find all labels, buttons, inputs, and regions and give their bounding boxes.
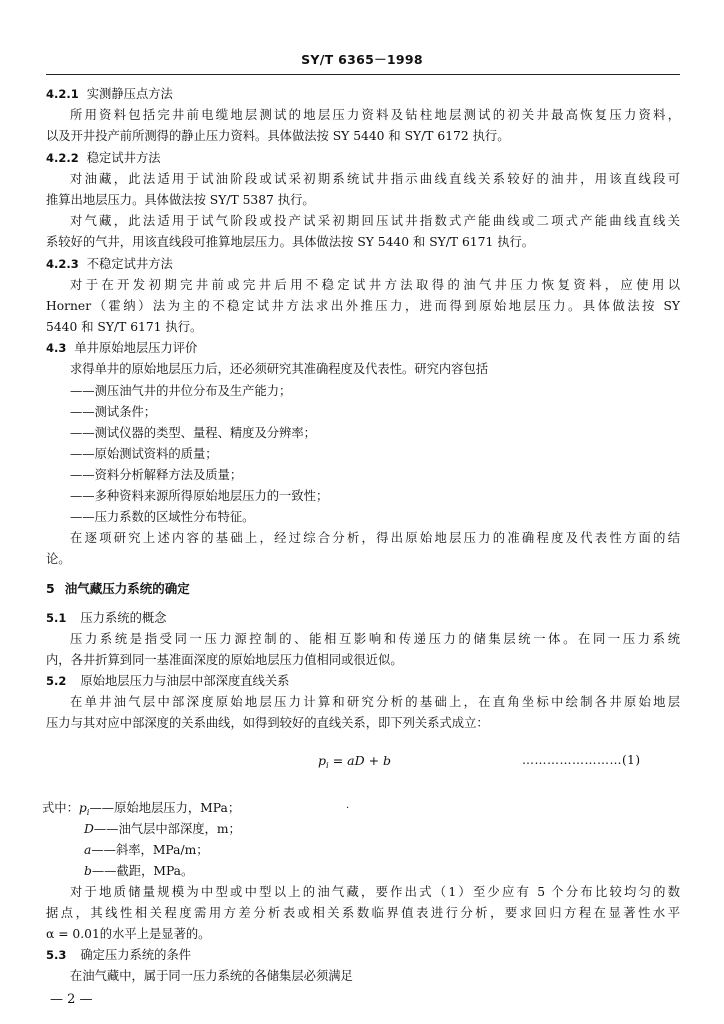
where-row-d — [84, 821, 241, 837]
list-item: ——资料分析解释方法及质量； — [70, 468, 243, 482]
where-row-b — [84, 863, 193, 879]
variable-subscript: i — [86, 808, 90, 818]
paragraph-line: 对于在开发初期完井前或完井后用不稳定试井方法取得的油气井压力恢复资料，应使用以 — [70, 278, 680, 292]
paragraph-line: 据点，其线性相关程度需用方差分析表或相关系数临界值表进行分析，要求回归方程在显著性水平 — [46, 906, 680, 920]
section-number: 5 — [46, 581, 55, 596]
list-item: ——测压油气井的井位分布及生产能力； — [70, 384, 292, 398]
formula-rhs: = aD + b — [328, 753, 392, 768]
section-title: 不稳定试井方法 — [86, 257, 173, 271]
heading-5-3 — [46, 947, 191, 963]
section-number: 4.3 — [46, 341, 67, 355]
list-item: ——原始测试资料的质量； — [70, 447, 218, 461]
section-number: 4.2.2 — [46, 151, 79, 165]
where-row-pi — [42, 800, 240, 821]
list-item: ——压力系数的区域性分布特征。 — [70, 510, 255, 524]
section-title: 油气藏压力系统的确定 — [64, 581, 190, 596]
section-title: 原始地层压力与油层中部深度直线关系 — [80, 674, 290, 688]
heading-5-2 — [46, 673, 289, 689]
heading-4-2-2 — [46, 150, 161, 166]
paragraph-line: 对气藏，此法适用于试气阶段或投产试采初期回压试井指数式产能曲线或二项式产能曲线直线关 — [70, 214, 680, 228]
paragraph-line: Horner（霍纳）法为主的不稳定试井方法求出外推压力，进而得到原始地层压力。具体做法按 SY — [46, 299, 680, 313]
paragraph-line: 求得单井的原始地层压力后，还必须研究其准确程度及代表性。研究内容包括 — [70, 362, 489, 376]
heading-4-3 — [46, 340, 197, 356]
section-title: 稳定试井方法 — [86, 151, 161, 165]
paragraph-line: α = 0.01的水平上是显著的。 — [46, 927, 211, 941]
paragraph-line: 在单井油气层中部深度原始地层压力计算和研究分析的基础上，在直角坐标中绘制各井原始地层 — [70, 695, 680, 709]
variable-description: ——原始地层压力，MPa； — [89, 801, 241, 815]
formula-1 — [318, 753, 391, 771]
section-title: 压力系统的概念 — [80, 611, 167, 625]
heading-5-1 — [46, 610, 166, 626]
heading-4-2-3 — [46, 256, 173, 272]
list-item: ——测试条件； — [70, 405, 157, 419]
section-title: 单井原始地层压力评价 — [74, 341, 198, 355]
paragraph-line: 内，各井折算到同一基准面深度的原始地层压力值相同或很近似。 — [46, 653, 403, 667]
section-number: 4.2.3 — [46, 257, 79, 271]
variable-symbol: a — [84, 843, 92, 857]
variable-symbol: b — [84, 864, 92, 878]
variable-description: ——油气层中部深度，m； — [93, 822, 241, 836]
variable-description: ——截距，MPa。 — [91, 864, 194, 878]
paragraph-line: 论。 — [46, 552, 71, 566]
list-item: ——测试仪器的类型、量程、精度及分辨率； — [70, 426, 316, 440]
where-row-a — [84, 842, 209, 858]
where-label: 式中： — [42, 801, 79, 815]
formula-symbol: p — [318, 753, 327, 768]
section-title: 实测静压点方法 — [86, 87, 173, 101]
section-number: 5.1 — [46, 611, 67, 625]
section-title: 确定压力系统的条件 — [80, 948, 192, 962]
paragraph-line: 在逐项研究上述内容的基础上，经过综合分析，得出原始地层压力的准确程度及代表性方面的结 — [70, 531, 680, 545]
heading-5 — [46, 581, 190, 597]
document-code-header: SY/T 6365－1998 — [301, 52, 423, 67]
paragraph-line: 5440 和 SY/T 6171 执行。 — [46, 320, 203, 334]
variable-symbol: D — [84, 822, 94, 836]
header-rule — [46, 74, 680, 75]
section-number: 5.2 — [46, 674, 67, 688]
section-number: 5.3 — [46, 948, 67, 962]
paragraph-line: 压力与其对应中部深度的关系曲线，如得到较好的直线关系，即下列关系式成立： — [46, 716, 489, 730]
heading-4-2-1 — [46, 86, 173, 102]
variable-symbol: p — [78, 801, 87, 815]
paragraph-line: 系较好的气井，用该直线段可推算地层压力。具体做法按 SY 5440 和 SY/T 6171 执行。 — [46, 235, 535, 249]
paragraph-line: 以及开井投产前所测得的静止压力资料。具体做法按 SY 5440 和 SY/T 6172 执行。 — [46, 129, 510, 143]
section-number: 4.2.1 — [46, 87, 79, 101]
formula-subscript: i — [326, 761, 329, 771]
paragraph-line: 对于地质储量规模为中型或中型以上的油气藏，要作出式（1）至少应有 5 个分布比较均匀的数 — [70, 885, 680, 899]
page-number: — 2 — — [50, 992, 93, 1007]
paragraph-line: 在油气藏中，属于同一压力系统的各储集层必须满足 — [70, 969, 353, 983]
variable-description: ——斜率，MPa/m； — [91, 843, 209, 857]
paragraph-line: 所用资料包括完井前电缆地层测试的地层压力资料及钻柱地层测试的初关井最高恢复压力资料， — [70, 108, 680, 122]
paragraph-line: 推算出地层压力。具体做法按 SY/T 5387 执行。 — [46, 193, 315, 207]
paragraph-line: 压力系统是指受同一压力源控制的、能相互影响和传递压力的储集层统一体。在同一压力系统 — [70, 632, 680, 646]
paragraph-line: 对油藏，此法适用于试油阶段或试采初期系统试井指示曲线直线关系较好的油井，用该直线段可 — [70, 172, 680, 186]
stray-mark: · — [346, 803, 350, 814]
list-item: ——多种资料来源所得原始地层压力的一致性； — [70, 489, 329, 503]
formula-number: ……………………(1) — [522, 753, 641, 767]
